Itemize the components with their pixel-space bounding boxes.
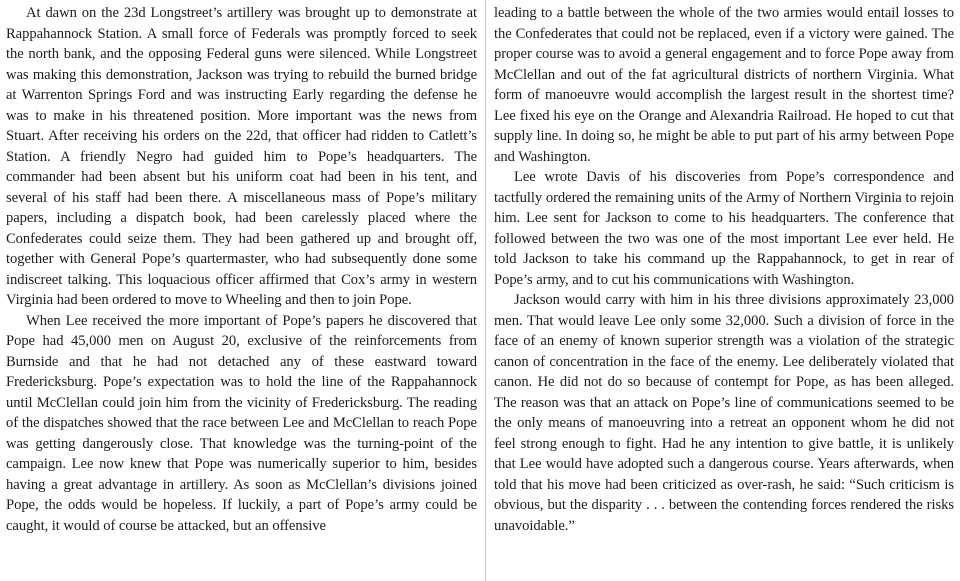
left-paragraph-1: At dawn on the 23d Longstreet’s artillery was brought up to demonstrate at Rappahannock Station. A small force of Federals was promptly forced to seek the north bank, and the opposing Federal guns were silenced. While Longstreet was making this demonstration, Jackson was trying to rebuild the burned bridge at Warrenton Springs Ford and was instructing Early regarding the defense he was to make in his threatened position. More important was the news from Stuart. After receiving his orders on the 22d, that officer had ridden to Catlett’s Station. A friendly Negro had guided him to Pope’s headquarters. The commander had been absent but his uniform coat had been in his tent, and several of his staff had been there. A miscellaneous mass of Pope’s military papers, including a dispatch book, had been carelessly placed where the Confederates could seize them. They had been gathered up and brought off, together with General Pope’s quartermaster, who had subsequently done some indiscreet talking. This loquacious officer affirmed that Cox’s army in western Virginia had been ordered to move to Wheeling and then to join Pope. [6, 5, 477, 308]
right-paragraph-3: Jackson would carry with him in his three divisions approximately 23,000 men. That would leave Lee only some 32,000. Such a division of force in the face of an enemy of known superior strength was a violation of the strategic canon of concentration in the face of the enemy. Lee deliberately violated that canon. He did not do so because of contempt for Pope, as has been alleged. The reason was that an attack on Pope’s line of communications seemed to be the only means of manoeuvring into a retreat an opponent whom he did not feel strong enough to fight. Had he any intention to give battle, it is unlikely that Lee would have adopted such a dangerous course. Years afterwards, when told that his move had been criticized as over-rash, he said: “Such criticism is obvious, but the disparity . . . between the contending forces rendered the risks unavoidable.” [494, 292, 954, 534]
right-paragraph-1: leading to a battle between the whole of the two armies would entail losses to the Confederates that could not be replaced, even if a victory were gained. The proper course was to avoid a general engagement and to force Pope away from McClellan and out of the fat agricultural districts of northern Virginia. What form of manoeuvre would accomplish the largest result in the shortest time? Lee fixed his eye on the Orange and Alexandria Railroad. He hoped to cut that supply line. In doing so, he might be able to put part of his army between Pope and Washington. [494, 5, 954, 165]
right-column [494, 3, 954, 579]
right-paragraph-2: Lee wrote Davis of his discoveries from Pope’s correspondence and tactfully ordered the remaining units of the Army of Northern Virginia to rejoin him. Lee sent for Jackson to come to his headquarters. The conference that followed between the two was one of the most important Lee ever held. He told Jackson to take his command up the Rappahannock, to get in rear of Pope’s army, and to cut his communications with Washington. [494, 169, 954, 288]
left-column [6, 3, 477, 579]
left-paragraph-2: When Lee received the more important of Pope’s papers he discovered that Pope had 45,000 men on August 20, exclusive of the reinforcements from Burnside and that he had not detached any of these eastward toward Fredericksburg. Pope’s expectation was to hold the line of the Rappahannock until McClellan could join him from the vicinity of Fredericksburg. The reading of the dispatches showed that the race between Lee and McClellan to reach Pope was getting dangerously close. That knowledge was the turning-point of the campaign. Lee now knew that Pope was numerically superior to him, besides having a great advantage in artillery. As soon as McClellan’s divisions joined Pope, the odds would be hopeless. If luckily, a part of Pope’s army could be caught, it would of course be attacked, but an offensive [6, 312, 477, 534]
column-divider [485, 0, 486, 581]
